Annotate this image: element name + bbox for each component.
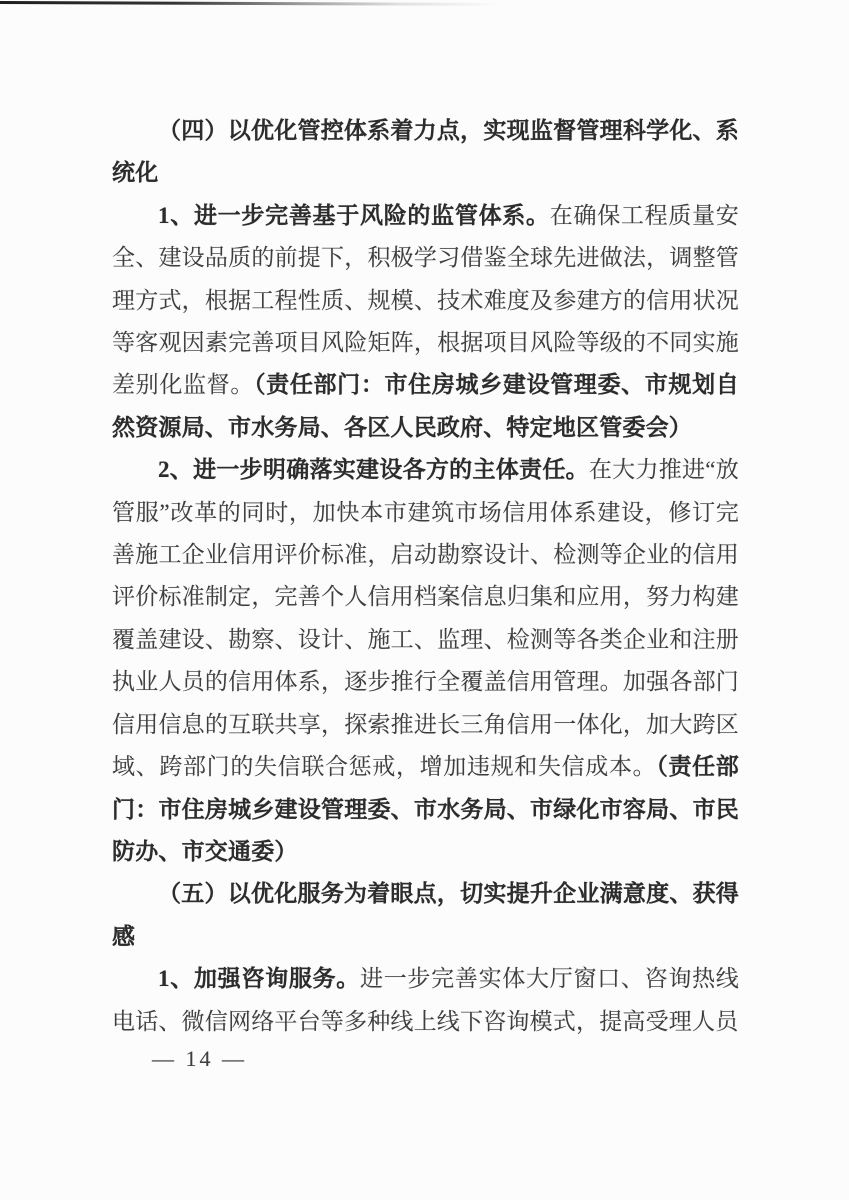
text-segment: （责任部门：市住房城乡建设管理委、市水务局、市绿化市容局、市民防办、市交通委） xyxy=(112,754,739,864)
text-segment: 进一步完善实体大厅窗口、咨询热线电话、微信网络平台等多种线上线下咨询模式，提高受理人员 xyxy=(112,966,739,1034)
page-number: — 14 — xyxy=(152,1046,247,1071)
scanner-edge-artifact xyxy=(0,1,500,6)
text-segment: 2、进一步明确落实建设各方的主体责任。 xyxy=(158,457,589,483)
text-segment: 1、加强咨询服务。 xyxy=(158,966,360,992)
text-segment: （责任部门：市住房城乡建设管理委、市规划自然资源局、市水务局、各区人民政府、特定地区管委会） xyxy=(112,372,740,440)
document-body xyxy=(112,110,739,1043)
text-segment: （四）以优化管控体系着力点，实现监督管理科学化、系统化 xyxy=(112,118,739,186)
text-segment: 1、进一步完善基于风险的监管体系。 xyxy=(158,202,550,228)
text-segment: 在确保工程质量安全、建设品质的前提下，积极学习借鉴全球先进做法，调整管理方式，根据工程性质、规模、技术难度及参建方的信用状况等客观因素完善项目风险矩阵，根据项目风险等级的不同实施差别化监督。 xyxy=(112,202,739,398)
text-segment: 在大力推进“放管服”改革的同时，加快本市建筑市场信用体系建设，修订完善施工企业信用评价标准，启动勘察设计、检测等企业的信用评价标准制定，完善个人信用档案信息归集和应用，努力构建覆盖建设、勘察、设计、施工、监理、检测等各类企业和注册执业人员的信用体系，逐步推行全覆盖信用管理。加强各部门信用信息的互联共享，探索推进长三角信用一体化，加大跨区域、跨部门的失信联合惩戒，增加违规和失信成本。 xyxy=(112,457,739,780)
text-segment: （五）以优化服务为着眼点，切实提升企业满意度、获得感 xyxy=(112,881,739,949)
para-main-body-responsibility xyxy=(112,449,739,873)
para-risk-based-regulation xyxy=(112,195,739,449)
para-consulting-service xyxy=(112,958,739,1043)
section-4-heading xyxy=(112,110,739,195)
section-5-heading xyxy=(112,873,739,958)
